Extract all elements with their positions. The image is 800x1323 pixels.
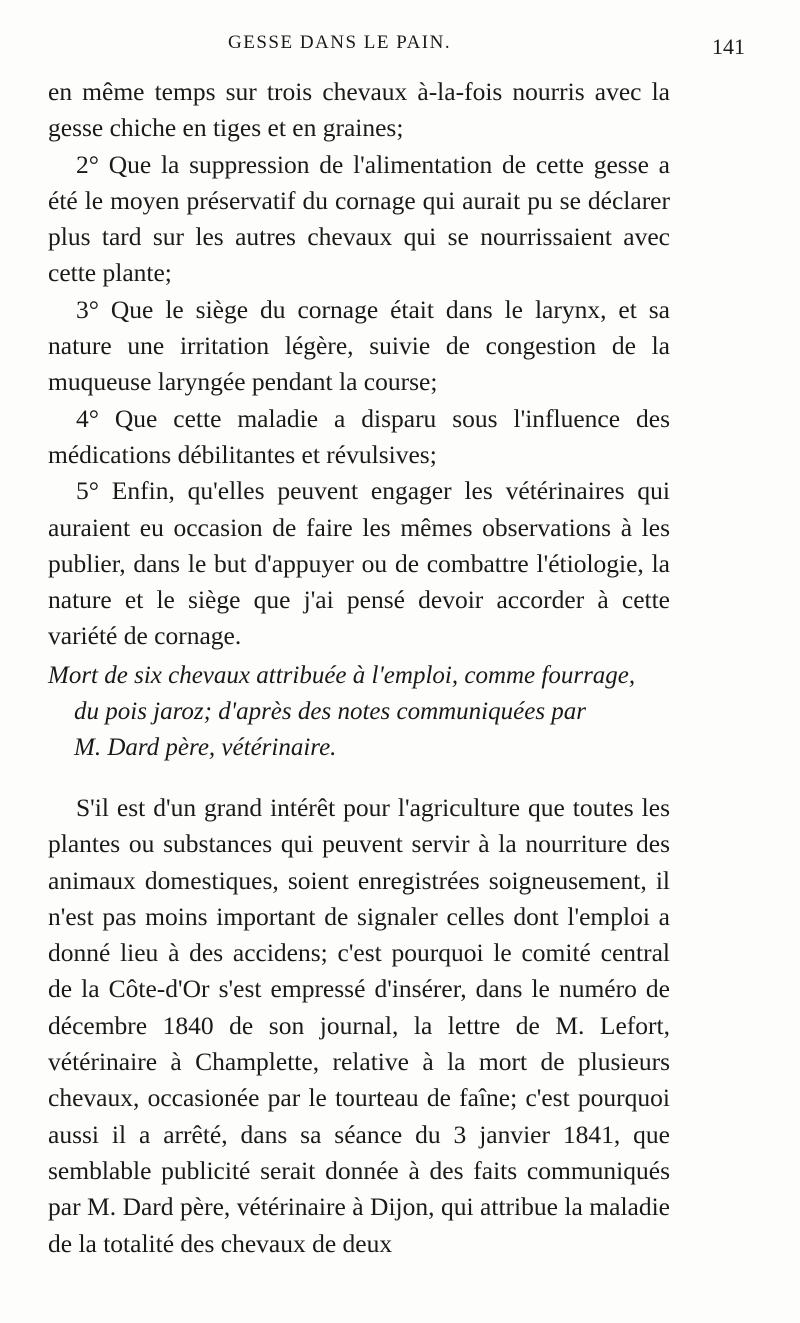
paragraph-point-2: 2° Que la suppression de l'alimentation de cette gesse a été le moyen préservatif du cornage qui aurait pu se déclarer plus tard sur les autres chevaux qui se nourrissaient avec cette plante; xyxy=(48,149,670,288)
section-heading-line: Mort de six chevaux attribuée à l'emploi, comme fourrage, xyxy=(48,662,636,689)
section-body xyxy=(48,790,670,1262)
paragraph-continuation: en même temps sur trois chevaux à-la-fois nourris avec la gesse chiche en tiges et en graines; xyxy=(48,77,670,143)
body-text xyxy=(48,74,670,655)
section-heading xyxy=(48,658,670,766)
paragraph-point-3: 3° Que le siège du cornage était dans le larynx, et sa nature une irritation légère, suivie de congestion de la muqueuse laryngée pendant la course; xyxy=(48,294,670,397)
section-heading-line: M. Dard père, vétérinaire. xyxy=(74,734,337,761)
section-paragraph: S'il est d'un grand intérêt pour l'agriculture que toutes les plantes ou substances qui peuvent servir à la nourriture des animaux domestiques, soient enregistrées soigneusement, il n'est pas moins important de signaler celles dont l'emploi a donné lieu à des accidens; c'est pourquoi le comité central de la Côte-d'Or s'est empressé d'insérer, dans le numéro de décembre 1840 de son journal, la lettre de M. Lefort, vétérinaire à Champlette, relative à la mort de plusieurs chevaux, occasionée par le tourteau de faîne; c'est pourquoi aussi il a arrêté, dans sa séance du 3 janvier 1841, que semblable publicité serait donnée à des faits communiqués par M. Dard père, vétérinaire à Dijon, qui attribue la maladie de la totalité des chevaux de deux xyxy=(48,793,670,1258)
running-title: GESSE DANS LE PAIN. xyxy=(228,32,452,53)
running-head xyxy=(50,32,745,62)
page-number: 141 xyxy=(712,34,745,59)
paragraph-point-4: 4° Que cette maladie a disparu sous l'influence des médications débilitantes et révulsives; xyxy=(48,403,670,469)
section-heading-line: du pois jaroz; d'après des notes communiquées par xyxy=(74,698,587,725)
paragraph-point-5: 5° Enfin, qu'elles peuvent engager les vétérinaires qui auraient eu occasion de faire les mêmes observations à les publier, dans le but d'appuyer ou de combattre l'étiologie, la nature et le siège que j'ai pensé devoir accorder à cette variété de cornage. xyxy=(48,476,670,651)
